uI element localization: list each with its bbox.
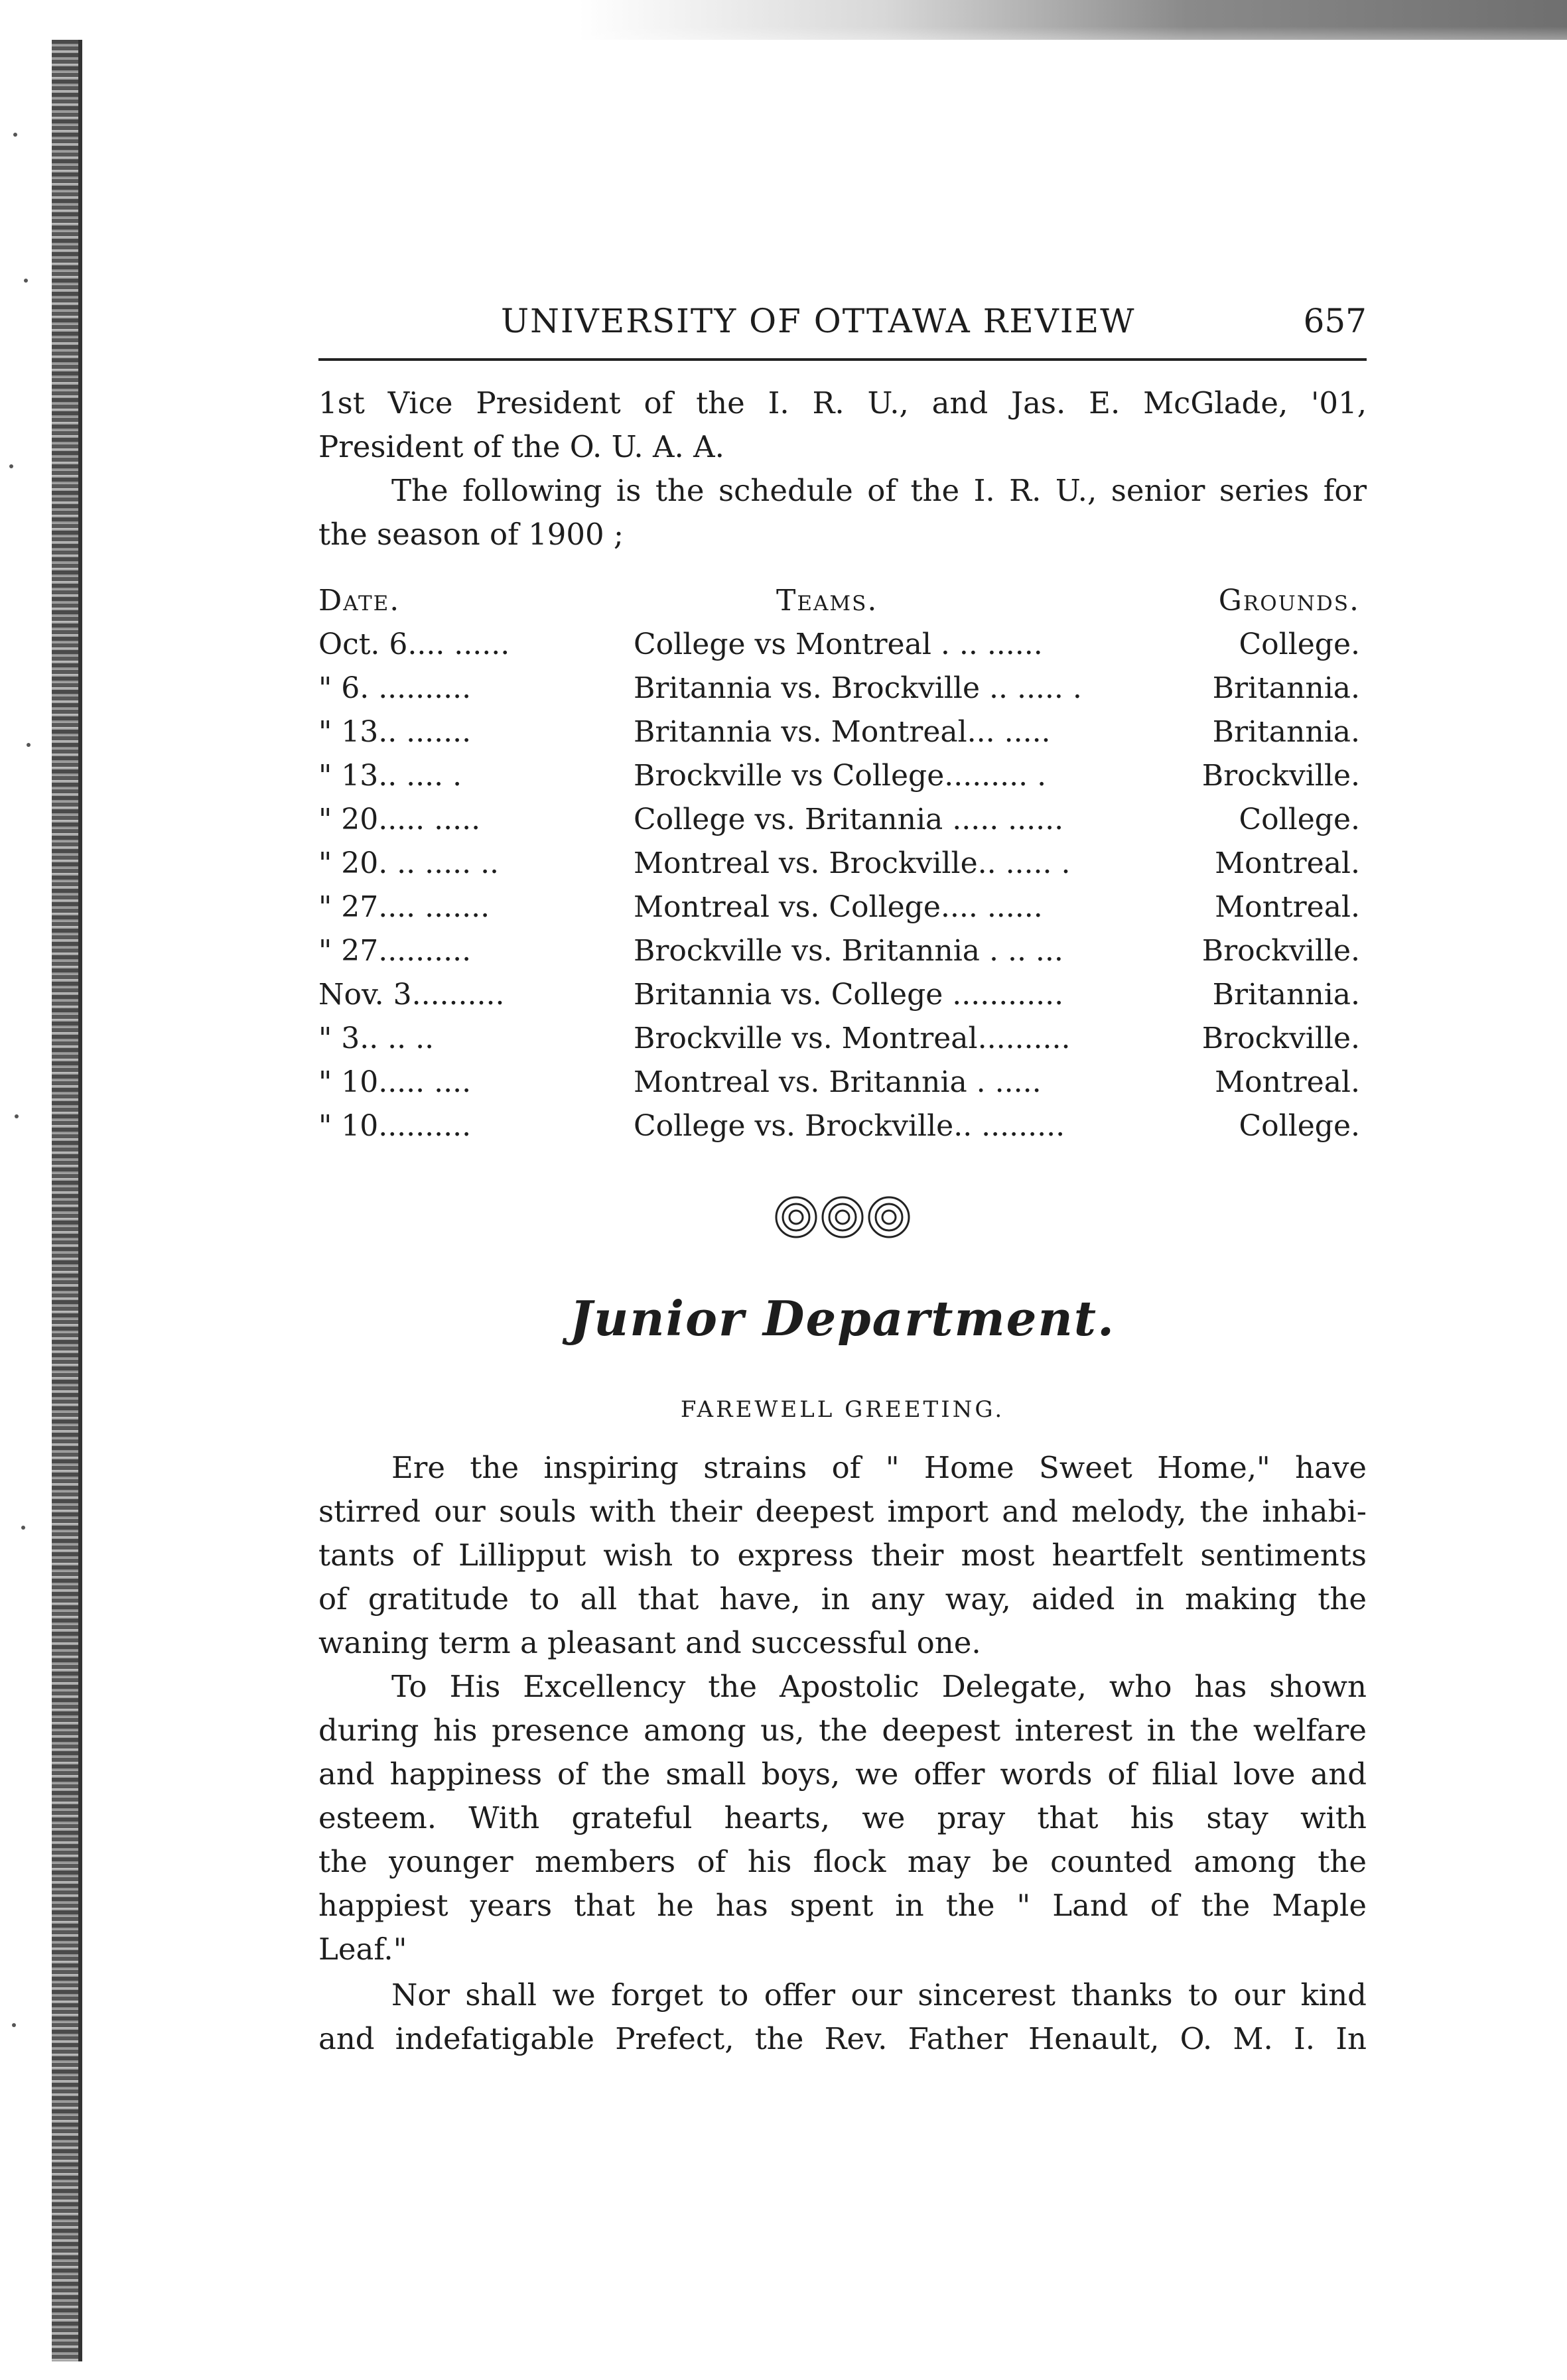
text-line: and indefatigable Prefect, the Rev. Father Henault, O. M. I. In [318, 2021, 1367, 2056]
row-teams: Montreal vs. College.... ...... [634, 890, 1043, 924]
row-teams: College vs Montreal . .. ...... [634, 628, 1043, 661]
row-teams: Britannia vs. Brockville .. ..... . [634, 671, 1082, 705]
speck [13, 133, 17, 137]
row-ground: Montreal. [1215, 1065, 1360, 1099]
row-ground: Montreal. [1215, 890, 1360, 924]
row-ground: Brockville. [1201, 1022, 1360, 1055]
table-row [318, 1022, 1367, 1065]
table-row [318, 846, 1367, 890]
scan-top-edge-fade [46, 27, 1567, 66]
text-line: Nor shall we forget to offer our sincerest thanks to our kind [391, 1977, 1367, 2013]
row-date: Oct. 6.... ...... [318, 628, 510, 661]
text-line: esteem. With grateful hearts, we pray that his stay with [318, 1800, 1367, 1835]
text-line: and happiness of the small boys, we offer words of filial love and [318, 1756, 1367, 1792]
ornament-icon [770, 1191, 916, 1244]
speck [21, 1526, 25, 1530]
row-ground: Brockville. [1201, 934, 1360, 968]
scan-specks [0, 0, 46, 2380]
running-head: UNIVERSITY OF OTTAWA REVIEW [501, 302, 1136, 340]
row-date: " 13.. .... . [318, 759, 462, 793]
text-line: happiest years that he has spent in the " Land of the Maple [318, 1888, 1367, 1923]
row-date: " 20..... ..... [318, 803, 481, 836]
row-date: " 10.......... [318, 1109, 472, 1143]
row-ground: Britannia. [1212, 671, 1360, 705]
text-line: during his presence among us, the deepest interest in the welfare [318, 1713, 1367, 1748]
text-line: waning term a pleasant and successful one. [318, 1625, 981, 1660]
table-row [318, 1065, 1367, 1109]
table-row [318, 759, 1367, 803]
text-line: The following is the schedule of the I. R. U., senior series for [391, 473, 1367, 508]
text-line: President of the O. U. A. A. [318, 429, 724, 464]
row-teams: Montreal vs. Brockville.. ..... . [634, 846, 1071, 880]
row-ground: Britannia. [1212, 978, 1360, 1012]
text-line: of gratitude to all that have, in any way, aided in making the [318, 1581, 1367, 1617]
row-date: " 27.... ....... [318, 890, 490, 924]
scan-binding-edge [52, 40, 78, 2361]
row-ground: Montreal. [1215, 846, 1360, 880]
schedule-header-row [318, 584, 1367, 628]
table-row [318, 890, 1367, 934]
intro-paragraph [318, 381, 1367, 557]
text-line: 1st Vice President of the I. R. U., and Jas. E. McGlade, '01, [318, 385, 1367, 421]
row-teams: Brockville vs. Britannia . .. ... [634, 934, 1063, 968]
row-date: " 3.. .. .. [318, 1022, 435, 1055]
header-rule [318, 358, 1367, 361]
table-row [318, 1109, 1367, 1153]
speck [24, 279, 28, 283]
row-teams: Brockville vs College......... . [634, 759, 1047, 793]
row-teams: Britannia vs. Montreal... ..... [634, 715, 1051, 749]
speck [9, 464, 13, 468]
section-subtitle: FAREWELL GREETING. [680, 1396, 1005, 1423]
paragraph-1 [318, 1446, 1367, 1665]
table-row [318, 628, 1367, 671]
text-line: Ere the inspiring strains of " Home Sweet Home," have [391, 1450, 1367, 1485]
row-teams: Britannia vs. College ............ [634, 978, 1064, 1012]
text-line: the season of 1900 ; [318, 517, 624, 552]
row-teams: Brockville vs. Montreal.......... [634, 1022, 1071, 1055]
table-row [318, 934, 1367, 978]
table-row [318, 715, 1367, 759]
page-header [318, 302, 1367, 348]
text-line: tants of Lillipput wish to express their most heartfelt sentiments [318, 1538, 1367, 1573]
row-date: " 27.......... [318, 934, 472, 968]
scan-binding-line [78, 40, 82, 2361]
text-line: To His Excellency the Apostolic Delegate, who has shown [391, 1669, 1367, 1704]
paragraph-3 [318, 1973, 1367, 2061]
row-date: " 6. .......... [318, 671, 472, 705]
text-line: the younger members of his flock may be counted among the [318, 1844, 1367, 1879]
row-ground: College. [1239, 628, 1360, 661]
row-teams: College vs. Britannia ..... ...... [634, 803, 1064, 836]
row-date: " 10..... .... [318, 1065, 472, 1099]
paragraph-2 [318, 1665, 1367, 1971]
header-teams: Teams. [776, 584, 878, 618]
page-number: 657 [1303, 302, 1367, 340]
row-date: " 13.. ....... [318, 715, 472, 749]
row-date: " 20. .. ..... .. [318, 846, 500, 880]
speck [15, 1114, 19, 1118]
row-date: Nov. 3.......... [318, 978, 505, 1012]
row-ground: Britannia. [1212, 715, 1360, 749]
row-teams: Montreal vs. Britannia . ..... [634, 1065, 1042, 1099]
speck [27, 743, 31, 747]
text-line: stirred our souls with their deepest import and melody, the inhabi- [318, 1494, 1367, 1529]
text-line: Leaf." [318, 1932, 407, 1967]
table-row [318, 803, 1367, 846]
header-grounds: Grounds. [1218, 584, 1360, 618]
section-title: Junior Department. [569, 1290, 1116, 1347]
row-ground: Brockville. [1201, 759, 1360, 793]
row-ground: College. [1239, 1109, 1360, 1143]
speck [12, 2023, 16, 2027]
row-ground: College. [1239, 803, 1360, 836]
header-date: Date. [318, 584, 401, 618]
table-row [318, 978, 1367, 1022]
row-teams: College vs. Brockville.. ......... [634, 1109, 1065, 1143]
table-row [318, 671, 1367, 715]
schedule-table [318, 584, 1367, 1153]
